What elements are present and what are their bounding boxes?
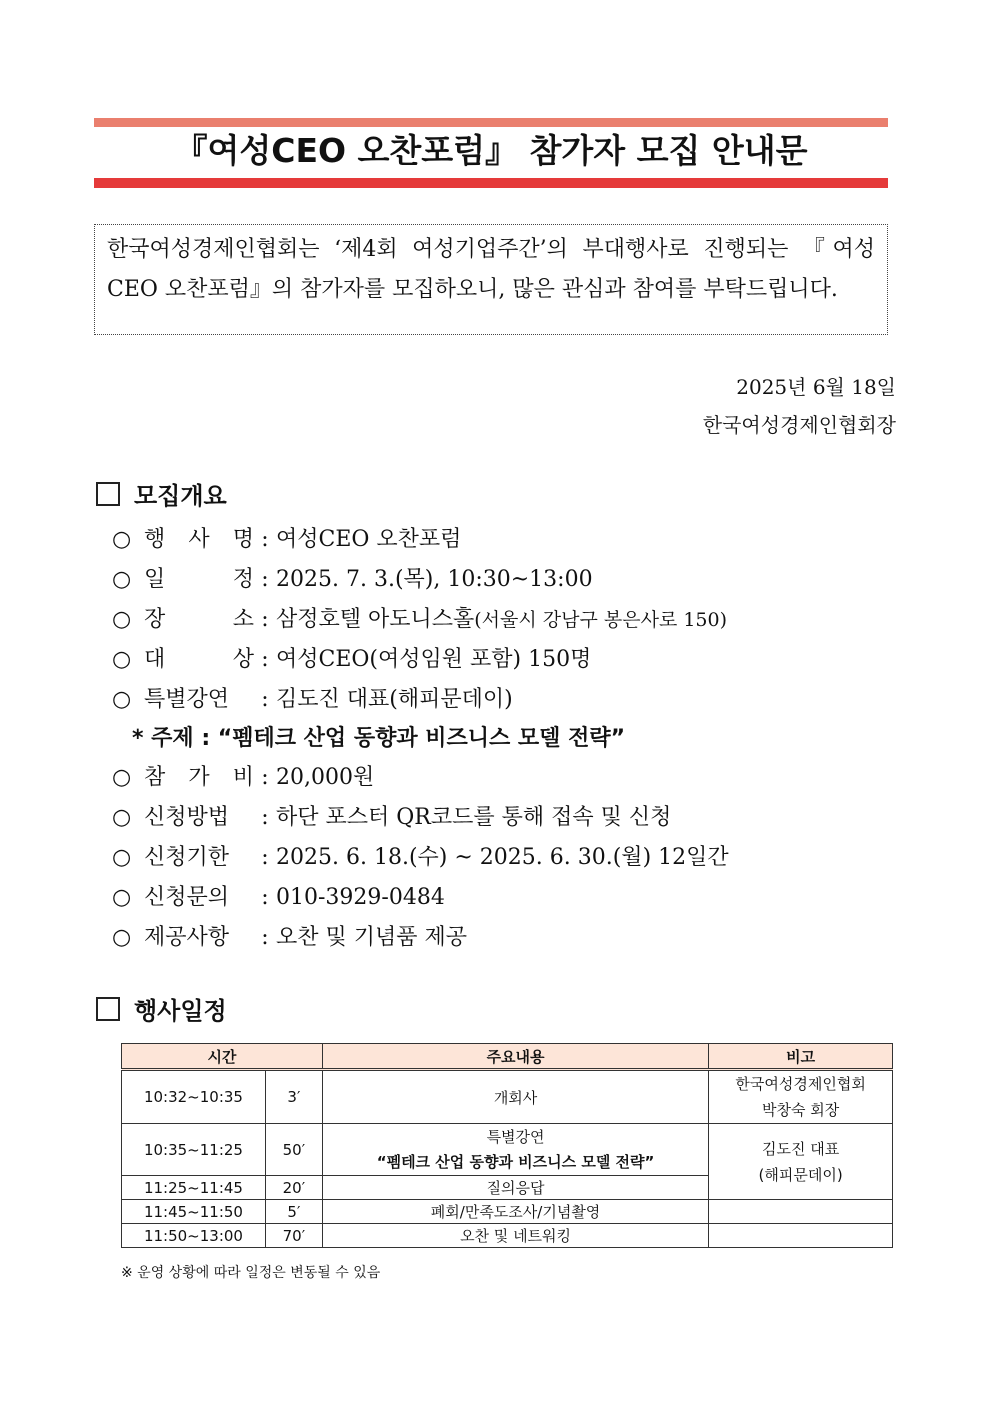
- item-label: 행 사 명: [144, 527, 254, 552]
- cell-duration: 50′: [265, 1124, 322, 1176]
- title-bar-bottom: [94, 178, 888, 188]
- item-value: 하단 포스터 QR코드를 통해 접속 및 신청: [276, 805, 672, 830]
- list-item: ○ 신청방법 : 하단 포스터 QR코드를 통해 접속 및 신청: [112, 798, 912, 838]
- cell-duration: 3′: [265, 1070, 322, 1124]
- page-title: 『여성CEO 오찬포럼』 참가자 모집 안내문: [174, 131, 808, 170]
- section-overview-heading: [96, 478, 227, 514]
- item-value-address: (서울시 강남구 봉은사로 150): [474, 609, 728, 631]
- table-row: [122, 1124, 893, 1176]
- circle-bullet-icon: ○: [112, 765, 132, 790]
- item-value: 2025. 6. 18.(수) ~ 2025. 6. 30.(월) 12일간: [276, 845, 729, 870]
- list-item: ○ 신청문의 : 010-3929-0484: [112, 878, 912, 918]
- table-row: [122, 1070, 893, 1124]
- section-schedule-heading: [96, 993, 227, 1029]
- cell-time: 11:50~13:00: [122, 1224, 266, 1248]
- circle-bullet-icon: ○: [112, 607, 132, 632]
- circle-bullet-icon: ○: [112, 687, 132, 712]
- column-header: 주요내용: [322, 1044, 708, 1070]
- section-schedule-title: 행사일정: [134, 996, 227, 1025]
- cell-content-theme: “펨테크 산업 동향과 비즈니스 모델 전략”: [376, 1152, 655, 1171]
- intro-box: 한국여성경제인협회는 ‘제4회 여성기업주간’의 부대행사로 진행되는 『여성CEO 오찬포럼』의 참가자를 모집하오니, 많은 관심과 참여를 부탁드립니다.: [94, 224, 888, 335]
- item-value: 오찬 및 기념품 제공: [276, 925, 467, 950]
- item-value: 김도진 대표(해피문데이): [276, 687, 513, 712]
- cell-content: 특별강연 “펨테크 산업 동향과 비즈니스 모델 전략”: [322, 1124, 708, 1176]
- issuer: 한국여성경제인협회장: [702, 413, 896, 437]
- list-item: ○ 장 소 : 삼정호텔 아도니스홀(서울시 강남구 봉은사로 150): [112, 600, 912, 640]
- cell-duration: 70′: [265, 1224, 322, 1248]
- checkbox-square-icon: [96, 482, 120, 506]
- cell-note: [709, 1224, 893, 1248]
- list-item: ○ 참 가 비 : 20,000원: [112, 758, 912, 798]
- column-header: 시간: [122, 1044, 323, 1070]
- item-value: 여성CEO(여성임원 포함) 150명: [276, 647, 592, 672]
- cell-note: 김도진 대표 (해피문데이): [709, 1124, 893, 1200]
- cell-content: 폐회/만족도조사/기념촬영: [322, 1200, 708, 1224]
- circle-bullet-icon: ○: [112, 925, 132, 950]
- item-value: 삼정호텔 아도니스홀: [276, 607, 475, 632]
- cell-time: 10:32~10:35: [122, 1070, 266, 1124]
- overview-list: [112, 520, 912, 958]
- cell-time: 10:35~11:25: [122, 1124, 266, 1176]
- list-item: ○ 일 정 : 2025. 7. 3.(목), 10:30~13:00: [112, 560, 912, 600]
- circle-bullet-icon: ○: [112, 527, 132, 552]
- cell-duration: 20′: [265, 1176, 322, 1200]
- item-label: 일 정: [144, 567, 254, 592]
- cell-content: 개회사: [322, 1070, 708, 1124]
- table-header-row: [122, 1044, 893, 1070]
- item-value: 2025. 7. 3.(목), 10:30~13:00: [276, 567, 593, 592]
- list-item: ○ 신청기한 : 2025. 6. 18.(수) ~ 2025. 6. 30.(월) 12일간: [112, 838, 912, 878]
- cell-note: [709, 1200, 893, 1224]
- list-item: ○ 행 사 명 : 여성CEO 오찬포럼: [112, 520, 912, 560]
- item-value: 20,000원: [276, 765, 375, 790]
- checkbox-square-icon: [96, 997, 120, 1021]
- item-label: 대 상: [144, 647, 254, 672]
- cell-time: 11:45~11:50: [122, 1200, 266, 1224]
- item-label: 특별강연: [144, 687, 230, 712]
- cell-content: 질의응답: [322, 1176, 708, 1200]
- column-header: 비고: [709, 1044, 893, 1070]
- table-row: [122, 1224, 893, 1248]
- schedule-table: [121, 1043, 893, 1248]
- list-item: ○ 특별강연 : 김도진 대표(해피문데이): [112, 680, 912, 720]
- item-value: 010-3929-0484: [276, 885, 445, 910]
- item-value: 여성CEO 오찬포럼: [276, 527, 462, 552]
- issue-date: 2025년 6월 18일: [736, 375, 896, 399]
- item-label: 신청방법: [144, 805, 230, 830]
- list-item: ○ 대 상 : 여성CEO(여성임원 포함) 150명: [112, 640, 912, 680]
- list-item: ○ 제공사항 : 오찬 및 기념품 제공: [112, 918, 912, 958]
- cell-time: 11:25~11:45: [122, 1176, 266, 1200]
- cell-note: 한국여성경제인협회 박창숙 회장: [709, 1070, 893, 1124]
- circle-bullet-icon: ○: [112, 567, 132, 592]
- circle-bullet-icon: ○: [112, 805, 132, 830]
- item-label: 참 가 비: [144, 765, 254, 790]
- section-overview-title: 모집개요: [134, 481, 227, 510]
- cell-duration: 5′: [265, 1200, 322, 1224]
- item-label: 신청기한: [144, 845, 230, 870]
- table-row: [122, 1200, 893, 1224]
- circle-bullet-icon: ○: [112, 647, 132, 672]
- circle-bullet-icon: ○: [112, 845, 132, 870]
- item-label: 장 소: [144, 607, 254, 632]
- item-label: 신청문의: [144, 885, 230, 910]
- schedule-footnote: ※ 운영 상황에 따라 일정은 변동될 수 있음: [121, 1265, 381, 1281]
- cell-content: 오찬 및 네트워킹: [322, 1224, 708, 1248]
- item-label: 제공사항: [144, 925, 230, 950]
- lecture-theme: * 주제 : “펨테크 산업 동향과 비즈니스 모델 전략”: [132, 726, 626, 751]
- circle-bullet-icon: ○: [112, 885, 132, 910]
